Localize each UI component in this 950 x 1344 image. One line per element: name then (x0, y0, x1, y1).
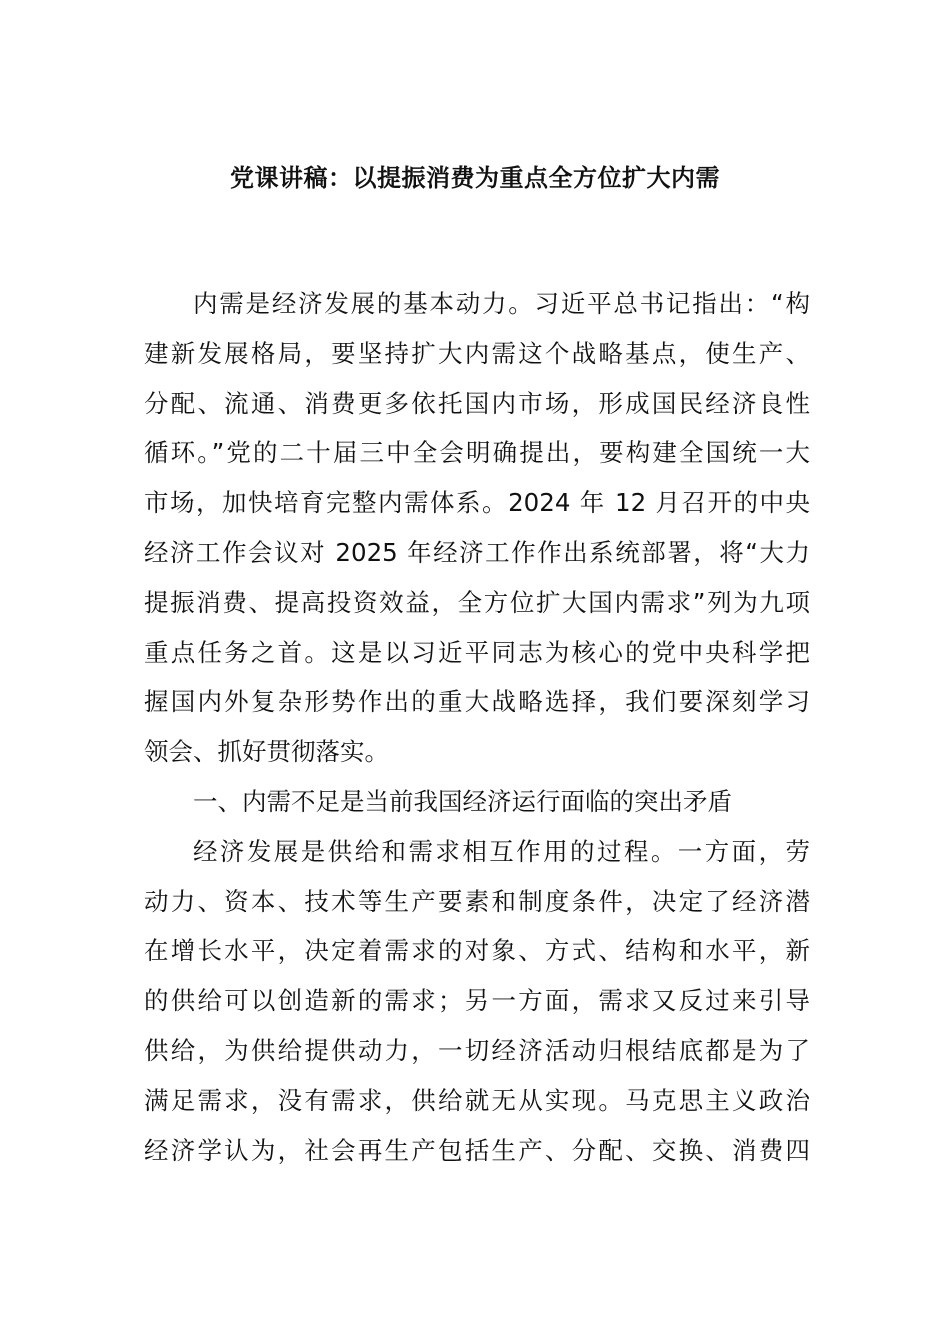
paragraph-line: 供给，为供给提供动力，一切经济活动归根结底都是为了 (144, 1035, 810, 1065)
paragraph-line: 动力、资本、技术等生产要素和制度条件，决定了经济潜 (144, 886, 810, 916)
paragraph-line: 经济学认为，社会再生产包括生产、分配、交换、消费四 (144, 1135, 810, 1165)
section-heading: 一、内需不足是当前我国经济运行面临的突出矛盾 (193, 786, 732, 816)
paragraph-line: 的供给可以创造新的需求；另一方面，需求又反过来引导 (144, 986, 810, 1016)
document-title: 党课讲稿：以提振消费为重点全方位扩大内需 (230, 164, 720, 192)
paragraph-line: 满足需求，没有需求，供给就无从实现。马克思主义政治 (144, 1085, 810, 1115)
paragraph-line: 领会、抓好贯彻落实。 (144, 737, 389, 767)
paragraph-line: 提振消费、提高投资效益，全方位扩大国内需求”列为九项 (144, 587, 810, 617)
paragraph-line: 建新发展格局，要坚持扩大内需这个战略基点，使生产、 (144, 338, 810, 368)
paragraph-line: 握国内外复杂形势作出的重大战略选择，我们要深刻学习 (144, 687, 810, 717)
paragraph-line: 循环。”党的二十届三中全会明确提出，要构建全国统一大 (144, 438, 810, 468)
paragraph-line: 重点任务之首。这是以习近平同志为核心的党中央科学把 (144, 637, 810, 667)
paragraph-line: 市场，加快培育完整内需体系。2024 年 12 月召开的中央 (144, 488, 810, 518)
paragraph-line: 经济工作会议对 2025 年经济工作作出系统部署，将“大力 (144, 537, 810, 567)
paragraph-line: 经济发展是供给和需求相互作用的过程。一方面，劳 (193, 836, 810, 866)
document-body (144, 279, 810, 1175)
paragraph-line: 在增长水平，决定着需求的对象、方式、结构和水平，新 (144, 936, 810, 966)
paragraph-line: 分配、流通、消费更多依托国内市场，形成国民经济良性 (144, 388, 810, 418)
paragraph-line: 内需是经济发展的基本动力。习近平总书记指出：“构 (193, 289, 810, 318)
